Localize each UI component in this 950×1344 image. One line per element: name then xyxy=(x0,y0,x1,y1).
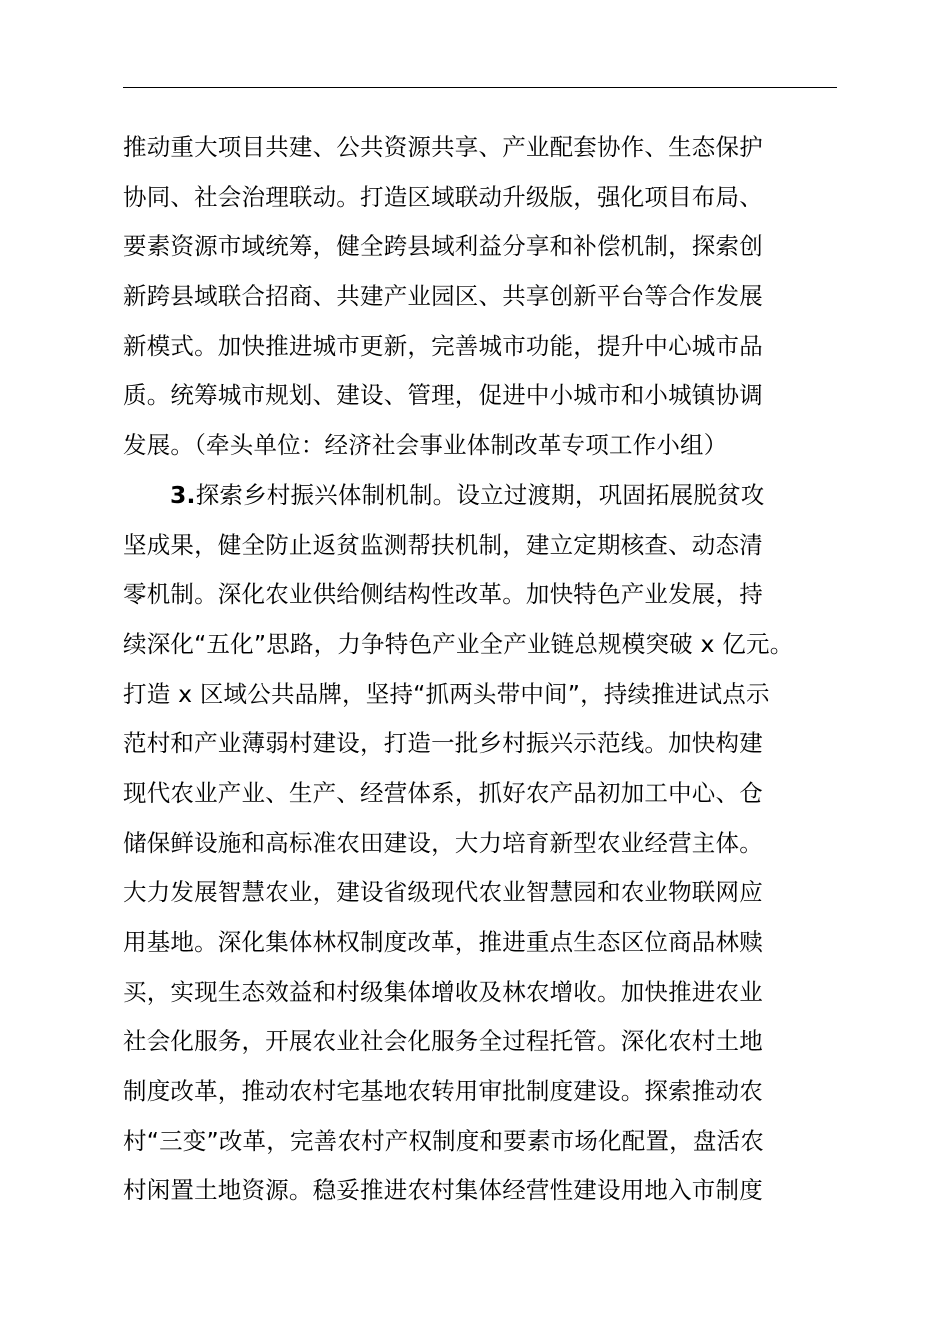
text-line: 制度改革，推动农村宅基地农转用审批制度建设。探索推动农 xyxy=(123,1077,763,1106)
text-line: 社会化服务，开展农业社会化服务全过程托管。深化农村土地 xyxy=(123,1027,763,1056)
text-line: 质。统筹城市规划、建设、管理，促进中小城市和小城镇协调 xyxy=(123,381,763,410)
text-line: 续深化“五化”思路，力争特色产业全产业链总规模突破 x 亿元。 xyxy=(123,629,794,658)
text-line: 用基地。深化集体林权制度改革，推进重点生态区位商品林赎 xyxy=(123,928,763,956)
text-line: 新模式。加快推进城市更新，完善城市功能，提升中心城市品 xyxy=(123,331,763,360)
text-line: 打造 x 区域公共品牌，坚持“抓两头带中间”，持续推进试点示 xyxy=(123,679,770,708)
text-line: 新跨县域联合招商、共建产业园区、共享创新平台等合作发展 xyxy=(123,282,763,311)
section-number: 3. xyxy=(170,480,196,509)
text-line: 协同、社会治理联动。打造区域联动升级版，强化项目布局、 xyxy=(123,182,763,211)
text-line: 坚成果，健全防止返贫监测帮扶机制，建立定期核查、动态清 xyxy=(123,530,763,559)
text-line: 推动重大项目共建、公共资源共享、产业配套协作、生态保护 xyxy=(123,133,763,161)
text-line: 村“三变”改革，完善农村产权制度和要素市场化配置，盘活农 xyxy=(123,1126,764,1155)
text-line: 买，实现生态效益和村级集体增收及林农增收。加快推进农业 xyxy=(123,977,763,1006)
text-line: 大力发展智慧农业，建设省级现代农业智慧园和农业物联网应 xyxy=(123,878,763,907)
text-line: 现代农业产业、生产、经营体系，抓好农产品初加工中心、仓 xyxy=(123,778,763,807)
header-rule xyxy=(123,87,837,88)
text-line: 要素资源市域统筹，健全跨县域利益分享和补偿机制，探索创 xyxy=(123,232,763,261)
text-line: 村闲置土地资源。稳妥推进农村集体经营性建设用地入市制度 xyxy=(123,1176,763,1205)
section-heading-line xyxy=(123,471,839,521)
text-line: 储保鲜设施和高标准农田建设，大力培育新型农业经营主体。 xyxy=(123,828,763,857)
text-line: 发展。（牵头单位：经济社会事业体制改革专项工作小组） xyxy=(123,431,728,460)
section-heading-text: 探索乡村振兴体制机制。设立过渡期，巩固拓展脱贫攻 xyxy=(195,480,765,509)
text-line: 零机制。深化农业供给侧结构性改革。加快特色产业发展，持 xyxy=(123,580,763,609)
text-line: 范村和产业薄弱村建设，打造一批乡村振兴示范线。加快构建 xyxy=(123,729,763,758)
body-text xyxy=(123,123,839,1216)
